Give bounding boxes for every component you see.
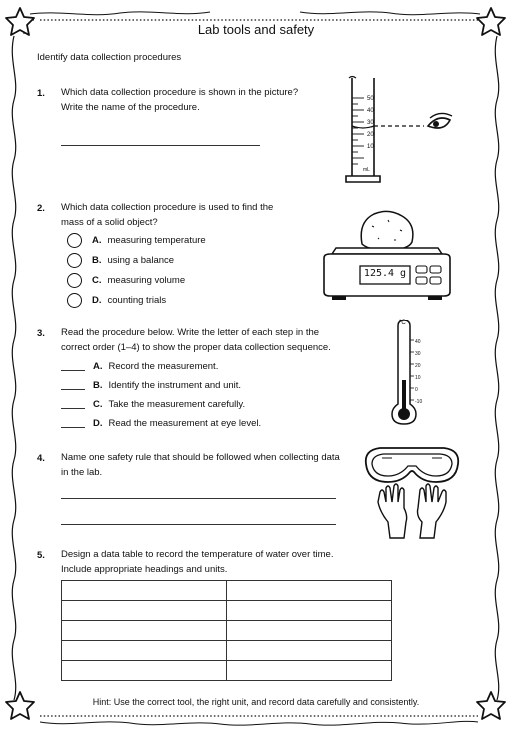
answer-line[interactable] <box>61 498 336 499</box>
answer-blank[interactable] <box>61 362 85 371</box>
gloves-icon <box>378 484 446 538</box>
cylinder-unit: mL <box>363 167 370 173</box>
table-row <box>62 581 392 601</box>
thermometer-unit: °C <box>399 320 406 326</box>
table-row <box>62 641 392 661</box>
option-c[interactable]: C. measuring volume <box>67 273 185 288</box>
option-a[interactable]: A. measuring temperature <box>67 233 206 248</box>
table-row <box>62 621 392 641</box>
radio-circle-icon[interactable] <box>67 273 82 288</box>
table-cell[interactable] <box>62 621 227 641</box>
table-cell[interactable] <box>62 641 227 661</box>
table-cell[interactable] <box>227 581 392 601</box>
question-3-text: Read the procedure below. Write the letter of each step in the correct order (1–4) to show the proper data collection sequence. <box>61 327 331 353</box>
question-4-number: 4. <box>37 453 45 464</box>
table-cell[interactable] <box>227 621 392 641</box>
question-2-number: 2. <box>37 203 45 214</box>
table-cell[interactable] <box>227 661 392 681</box>
table-cell[interactable] <box>62 661 227 681</box>
table-cell[interactable] <box>62 581 227 601</box>
radio-circle-icon[interactable] <box>67 253 82 268</box>
step-b: B. Identify the instrument and unit. <box>61 380 241 391</box>
question-1-number: 1. <box>37 88 45 99</box>
radio-circle-icon[interactable] <box>67 293 82 308</box>
table-cell[interactable] <box>62 601 227 621</box>
page-subtitle: Identify data collection procedures <box>37 52 182 63</box>
table-row <box>62 661 392 681</box>
table-row <box>62 601 392 621</box>
answer-blank[interactable] <box>61 381 85 390</box>
step-a: A. Record the measurement. <box>61 361 218 372</box>
scale-icon <box>318 206 456 302</box>
table-cell[interactable] <box>227 601 392 621</box>
scale-display: 125.4 g <box>363 268 407 279</box>
question-3-number: 3. <box>37 328 45 339</box>
option-b[interactable]: B. using a balance <box>67 253 174 268</box>
answer-blank[interactable] <box>61 400 85 409</box>
page-title: Lab tools and safety <box>197 22 315 37</box>
data-table <box>61 580 392 681</box>
option-d[interactable]: D. counting trials <box>67 293 166 308</box>
graduated-cylinder-icon <box>340 74 460 186</box>
answer-line[interactable] <box>61 145 260 146</box>
step-d: D. Read the measurement at eye level. <box>61 418 261 429</box>
goggles-icon <box>366 448 458 482</box>
thermometer-scale-labels: 40 30 20 10 0 -10 <box>415 339 423 405</box>
answer-line[interactable] <box>61 524 336 525</box>
safety-gear-illustration <box>362 442 462 542</box>
question-1-text: Which data collection procedure is shown in the picture? Write the name of the procedure. <box>61 87 299 113</box>
eye-icon <box>428 113 452 128</box>
step-c: C. Take the measurement carefully. <box>61 399 245 410</box>
radio-circle-icon[interactable] <box>67 233 82 248</box>
question-2-text: Which data collection procedure is used to find the mass of a solid object? <box>61 202 274 228</box>
cylinder-scale-labels: 50 40 30 20 10 <box>367 96 374 150</box>
table-cell[interactable] <box>227 641 392 661</box>
question-5-text: Design a data table to record the temperature of water over time. Include appropriate headings and units. <box>61 549 334 575</box>
question-5-number: 5. <box>37 550 45 561</box>
hint-text: Hint: Use the correct tool, the right unit, and record data carefully and consistently. <box>92 697 420 707</box>
question-4-text: Name one safety rule that should be followed when collecting data in the lab. <box>61 452 340 478</box>
answer-blank[interactable] <box>61 419 85 428</box>
